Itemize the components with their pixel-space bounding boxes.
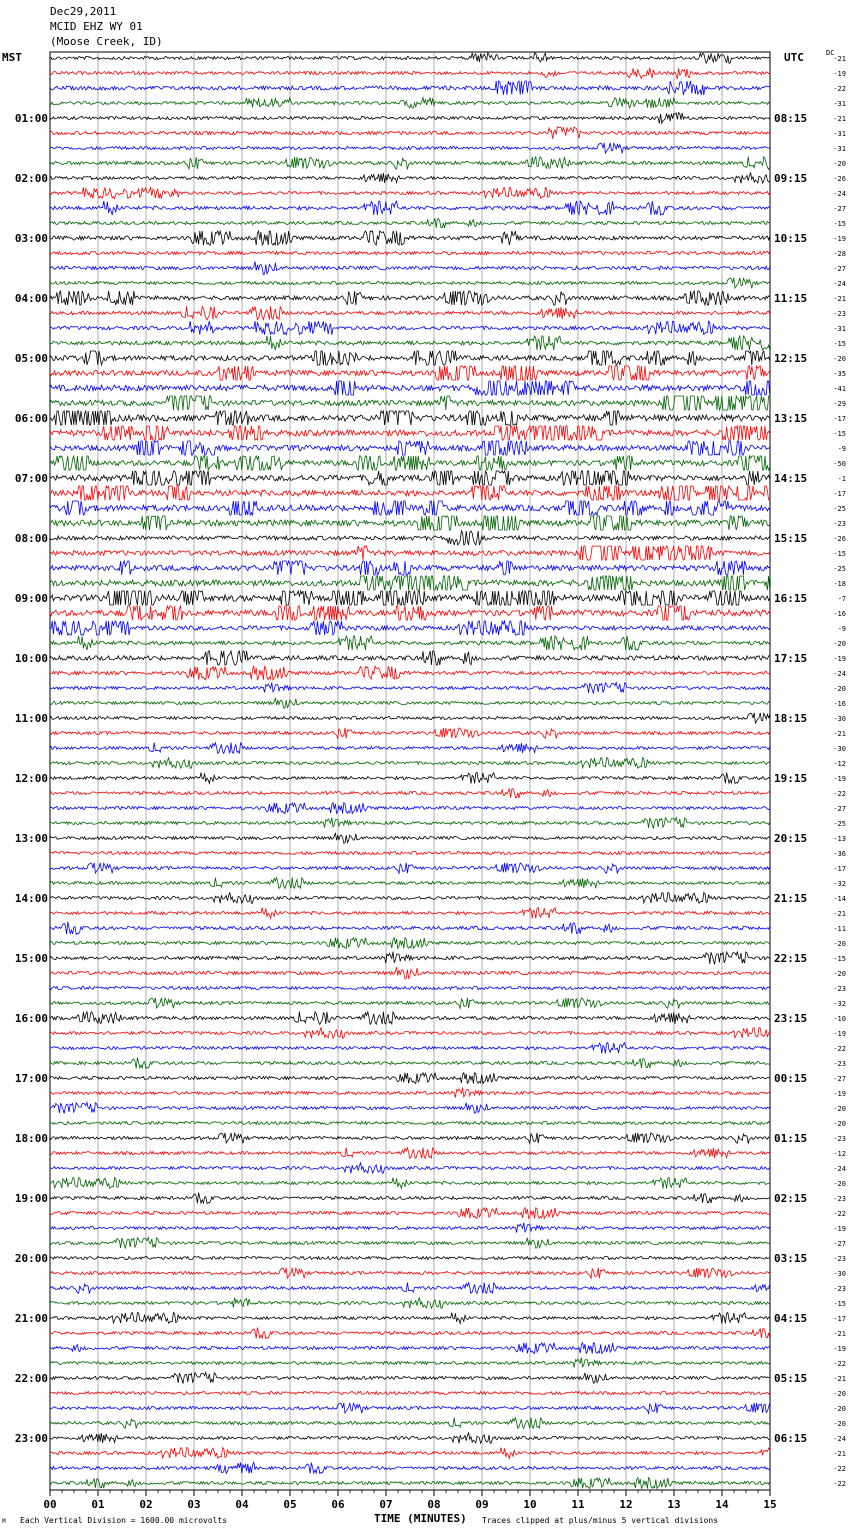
left-hour-label: 15:00 (14, 952, 48, 965)
trace-line (50, 998, 770, 1009)
left-hour-label: 22:00 (14, 1372, 48, 1385)
trace-line (50, 772, 770, 783)
right-hour-label: 18:15 (774, 712, 808, 725)
trace-line (50, 788, 770, 798)
dc-offset-label: -25 (833, 505, 846, 513)
trace-line (50, 1478, 770, 1489)
left-hour-label: 09:00 (14, 592, 48, 605)
dc-offset-label: -22 (833, 1210, 846, 1218)
dc-offset-label: -30 (833, 715, 846, 723)
dc-offset-label: -15 (833, 340, 846, 348)
trace-line (50, 743, 770, 754)
dc-offset-label: -11 (833, 925, 846, 933)
trace-line (50, 516, 770, 530)
dc-offset-label: -21 (833, 730, 846, 738)
trace-line (50, 426, 770, 440)
dc-offset-label: -20 (833, 1390, 846, 1398)
dc-offset-label: -19 (833, 1030, 846, 1038)
left-hour-label: 17:00 (14, 1072, 48, 1085)
trace-line (50, 98, 770, 109)
trace-line (50, 486, 770, 500)
x-tick-label: 15 (763, 1498, 777, 1511)
x-axis-title: TIME (MINUTES) (374, 1512, 467, 1525)
helicorder-traces (50, 53, 770, 1489)
trace-line (50, 81, 770, 95)
dc-offset-label: -22 (833, 790, 846, 798)
right-hour-labels (774, 112, 807, 1445)
trace-line (50, 938, 770, 949)
trace-line (50, 231, 770, 245)
dc-offset-label: -21 (833, 115, 846, 123)
x-tick-label: 10 (523, 1498, 537, 1511)
trace-line (50, 291, 770, 305)
trace-line (50, 851, 770, 854)
right-hour-label: 15:15 (774, 532, 808, 545)
trace-line (50, 606, 770, 620)
trace-line (50, 922, 770, 935)
dc-offset-label: -21 (833, 295, 846, 303)
dc-offset-label: -22 (833, 1480, 846, 1488)
trace-line (50, 1358, 770, 1368)
right-hour-label: 09:15 (774, 172, 808, 185)
dc-offset-label: -23 (833, 985, 846, 993)
trace-line (50, 113, 770, 124)
trace-line (50, 188, 770, 199)
dc-offset-label: -21 (833, 910, 846, 918)
trace-line (50, 143, 770, 154)
dc-offset-label: -20 (833, 1420, 846, 1428)
dc-offset-label: -27 (833, 805, 846, 813)
dc-offset-label: -19 (833, 235, 846, 243)
dc-offset-label: -23 (833, 1135, 846, 1143)
right-hour-label: 02:15 (774, 1192, 808, 1205)
dc-offset-label: -17 (833, 415, 846, 423)
dc-offset-label: -25 (833, 820, 846, 828)
left-hour-label: 05:00 (14, 352, 48, 365)
trace-line (50, 1343, 770, 1354)
right-hour-label: 23:15 (774, 1012, 808, 1025)
left-timezone-label: MST (2, 51, 22, 64)
trace-line (50, 1121, 770, 1124)
dc-offset-label: -9 (837, 625, 846, 633)
dc-offset-label: -19 (833, 775, 846, 783)
trace-line (50, 1297, 770, 1308)
dc-offset-label: -24 (833, 280, 846, 288)
dc-offset-label: -15 (833, 430, 846, 438)
trace-line (50, 68, 770, 79)
dc-offset-label: -31 (833, 100, 846, 108)
trace-line (50, 127, 770, 139)
right-hour-label: 05:15 (774, 1372, 808, 1385)
left-hour-label: 04:00 (14, 292, 48, 305)
dc-offset-label: -13 (833, 835, 846, 843)
dc-offset-label: -27 (833, 205, 846, 213)
trace-line (50, 1012, 770, 1025)
trace-line (50, 381, 770, 395)
dc-offset-label: -28 (833, 250, 846, 258)
dc-offset-label: -36 (833, 850, 846, 858)
trace-line (50, 157, 770, 170)
x-tick-label: 05 (283, 1498, 297, 1511)
trace-line (50, 817, 770, 828)
dc-offset-label: -20 (833, 355, 846, 363)
trace-line (50, 278, 770, 289)
trace-line (50, 1372, 770, 1383)
x-tick-label: 13 (667, 1498, 681, 1511)
trace-line (50, 907, 770, 918)
x-tick-label: 03 (187, 1498, 201, 1511)
dc-offset-label: -15 (833, 955, 846, 963)
left-hour-label: 21:00 (14, 1312, 48, 1325)
trace-line (50, 892, 770, 903)
trace-line (50, 1432, 770, 1443)
dc-label: DC (826, 49, 835, 57)
dc-offset-label: -35 (833, 370, 846, 378)
dc-offset-label: -31 (833, 325, 846, 333)
dc-offset-label: -16 (833, 610, 846, 618)
trace-line (50, 1283, 770, 1294)
trace-line (50, 757, 770, 768)
trace-line (50, 986, 770, 989)
left-hour-label: 01:00 (14, 112, 48, 125)
right-hour-label: 08:15 (774, 112, 808, 125)
trace-line (50, 441, 770, 455)
dc-offset-label: -30 (833, 1270, 846, 1278)
right-hour-label: 04:15 (774, 1312, 808, 1325)
dc-offset-label: -27 (833, 265, 846, 273)
right-hour-label: 12:15 (774, 352, 808, 365)
header-location: (Moose Creek, ID) (50, 35, 163, 48)
dc-offset-label: -16 (833, 700, 846, 708)
right-hour-label: 00:15 (774, 1072, 808, 1085)
x-tick-label: 00 (43, 1498, 57, 1511)
dc-offset-label: -19 (833, 1090, 846, 1098)
dc-offset-label: -23 (833, 1285, 846, 1293)
dc-offset-label: -23 (833, 1195, 846, 1203)
x-tick-label: 14 (715, 1498, 729, 1511)
dc-offset-label: -21 (833, 55, 846, 63)
trace-line (50, 1177, 770, 1188)
dc-offset-label: -20 (833, 1180, 846, 1188)
dc-offset-label: -20 (833, 1105, 846, 1113)
trace-line (50, 666, 770, 680)
trace-line (50, 1391, 770, 1394)
dc-offset-label: -17 (833, 1315, 846, 1323)
trace-line (50, 1193, 770, 1204)
trace-line (50, 336, 770, 350)
left-hour-label: 06:00 (14, 412, 48, 425)
x-tick-label: 11 (571, 1498, 585, 1511)
right-hour-label: 01:15 (774, 1132, 808, 1145)
x-tick-label: 06 (331, 1498, 345, 1511)
trace-line (50, 1133, 770, 1144)
trace-line (50, 1448, 770, 1459)
trace-line (50, 621, 770, 635)
right-hour-label: 14:15 (774, 472, 808, 485)
dc-offset-label: -19 (833, 1225, 846, 1233)
dc-offset-label: -20 (833, 1120, 846, 1128)
left-hour-label: 19:00 (14, 1192, 48, 1205)
trace-line (50, 1328, 770, 1339)
dc-offset-label: -15 (833, 1300, 846, 1308)
trace-line (50, 546, 770, 560)
dc-offset-label: -19 (833, 1345, 846, 1353)
dc-offset-label: -23 (833, 1060, 846, 1068)
trace-line (50, 833, 770, 843)
x-tick-label: 02 (139, 1498, 153, 1511)
trace-line (50, 636, 770, 650)
trace-line (50, 1237, 770, 1248)
trace-line (50, 1088, 770, 1098)
trace-line (50, 576, 770, 590)
right-hour-label: 20:15 (774, 832, 808, 845)
trace-line (50, 1312, 770, 1323)
trace-line (50, 1162, 770, 1173)
right-hour-label: 06:15 (774, 1432, 808, 1445)
right-hour-label: 03:15 (774, 1252, 808, 1265)
dc-offset-label: -17 (833, 490, 846, 498)
x-tick-label: 04 (235, 1498, 249, 1511)
trace-line (50, 1102, 770, 1113)
trace-line (50, 172, 770, 183)
left-hour-label: 08:00 (14, 532, 48, 545)
trace-line (50, 471, 770, 485)
trace-line (50, 967, 770, 979)
dc-offset-label: -20 (833, 970, 846, 978)
header-station: MCID EHZ WY 01 (50, 20, 143, 33)
dc-offset-label: -21 (833, 1375, 846, 1383)
dc-offset-label: -20 (833, 940, 846, 948)
header-date: Dec29,2011 (50, 5, 117, 18)
dc-offset-label: -29 (833, 400, 846, 408)
right-hour-label: 13:15 (774, 412, 808, 425)
dc-offset-label: -20 (833, 1405, 846, 1413)
left-hour-label: 03:00 (14, 232, 48, 245)
dc-offset-label: -22 (833, 85, 846, 93)
dc-offset-label: -23 (833, 310, 846, 318)
dc-offset-label: -31 (833, 145, 846, 153)
left-hour-label: 14:00 (14, 892, 48, 905)
dc-offset-label: -31 (833, 130, 846, 138)
trace-line (50, 1042, 770, 1053)
trace-line (50, 803, 770, 814)
dc-offset-label: -14 (833, 895, 846, 903)
x-tick-label: 12 (619, 1498, 633, 1511)
clip-note: Traces clipped at plus/minus 5 vertical divisions (482, 1516, 719, 1525)
dc-offset-label: -19 (833, 70, 846, 78)
corner-mark: M (2, 1518, 6, 1525)
left-hour-label: 07:00 (14, 472, 48, 485)
trace-line (50, 1148, 770, 1159)
dc-offset-label: -27 (833, 1075, 846, 1083)
right-hour-label: 21:15 (774, 892, 808, 905)
dc-offset-label: -22 (833, 1465, 846, 1473)
dc-offset-label: -26 (833, 175, 846, 183)
trace-line (50, 531, 770, 545)
x-tick-label: 07 (379, 1498, 393, 1511)
left-hour-labels (15, 112, 48, 1445)
trace-line (50, 1256, 770, 1259)
trace-line (50, 1073, 770, 1084)
dc-offset-label: -25 (833, 565, 846, 573)
left-hour-label: 20:00 (14, 1252, 48, 1265)
dc-offset-label: -23 (833, 520, 846, 528)
dc-offset-label: -24 (833, 1165, 846, 1173)
x-axis (43, 1490, 776, 1511)
dc-offset-label: -32 (833, 880, 846, 888)
dc-offset-label: -22 (833, 1045, 846, 1053)
trace-line (50, 396, 770, 410)
dc-offset-label: -7 (837, 595, 846, 603)
right-timezone-label: UTC (784, 51, 804, 64)
trace-line (50, 728, 770, 739)
trace-line (50, 1268, 770, 1279)
trace-line (50, 682, 770, 693)
dc-offset-label: -41 (833, 385, 846, 393)
dc-offset-label: -27 (833, 1240, 846, 1248)
left-hour-label: 18:00 (14, 1132, 48, 1145)
dc-offset-label: -9 (837, 445, 846, 453)
trace-line (50, 561, 770, 575)
trace-line (50, 713, 770, 723)
trace-line (50, 1027, 770, 1038)
dc-offset-label: -21 (833, 1330, 846, 1338)
trace-line (50, 651, 770, 665)
trace-line (50, 53, 770, 64)
right-hour-label: 16:15 (774, 592, 808, 605)
dc-offset-label: -26 (833, 535, 846, 543)
dc-offset-label: -12 (833, 760, 846, 768)
dc-offset-label: -1 (837, 475, 846, 483)
left-hour-label: 11:00 (14, 712, 48, 725)
dc-offset-label: -15 (833, 550, 846, 558)
trace-line (50, 306, 770, 320)
trace-line (50, 1462, 770, 1473)
right-hour-label: 17:15 (774, 652, 808, 665)
trace-line (50, 218, 770, 228)
dc-offset-labels (833, 55, 846, 1488)
right-hour-label: 19:15 (774, 772, 808, 785)
dc-offset-label: -30 (833, 745, 846, 753)
trace-line (50, 366, 770, 380)
trace-line (50, 1403, 770, 1414)
dc-offset-label: -19 (833, 655, 846, 663)
scale-note: Each Vertical Division = 1600.00 microvolts (20, 1516, 228, 1525)
right-hour-label: 10:15 (774, 232, 808, 245)
dc-offset-label: -20 (833, 640, 846, 648)
trace-line (50, 251, 770, 255)
trace-line (50, 878, 770, 889)
trace-line (50, 411, 770, 425)
dc-offset-label: -17 (833, 865, 846, 873)
dc-offset-label: -24 (833, 1435, 846, 1443)
right-hour-label: 22:15 (774, 952, 808, 965)
dc-offset-label: -22 (833, 1360, 846, 1368)
dc-offset-label: -24 (833, 670, 846, 678)
left-hour-label: 23:00 (14, 1432, 48, 1445)
trace-line (50, 1208, 770, 1219)
left-hour-label: 10:00 (14, 652, 48, 665)
left-hour-label: 16:00 (14, 1012, 48, 1025)
dc-offset-label: -12 (833, 1150, 846, 1158)
dc-offset-label: -20 (833, 160, 846, 168)
trace-line (50, 591, 770, 605)
dc-offset-label: -18 (833, 580, 846, 588)
trace-line (50, 262, 770, 275)
trace-line (50, 1058, 770, 1069)
dc-offset-label: -10 (833, 1015, 846, 1023)
x-tick-label: 01 (91, 1498, 105, 1511)
trace-line (50, 698, 770, 708)
trace-line (50, 863, 770, 874)
dc-offset-label: -23 (833, 1255, 846, 1263)
left-hour-label: 12:00 (14, 772, 48, 785)
trace-line (50, 952, 770, 965)
trace-line (50, 321, 770, 335)
x-tick-label: 09 (475, 1498, 489, 1511)
right-hour-label: 11:15 (774, 292, 808, 305)
dc-offset-label: -20 (833, 685, 846, 693)
dc-offset-label: -24 (833, 190, 846, 198)
trace-line (50, 1223, 770, 1233)
trace-line (50, 456, 770, 470)
dc-offset-label: -50 (833, 460, 846, 468)
x-tick-label: 08 (427, 1498, 441, 1511)
dc-offset-label: -32 (833, 1000, 846, 1008)
left-hour-label: 13:00 (14, 832, 48, 845)
trace-line (50, 501, 770, 515)
left-hour-label: 02:00 (14, 172, 48, 185)
dc-offset-label: -21 (833, 1450, 846, 1458)
trace-line (50, 1418, 770, 1429)
trace-line (50, 351, 770, 365)
dc-offset-label: -15 (833, 220, 846, 228)
trace-line (50, 201, 770, 215)
